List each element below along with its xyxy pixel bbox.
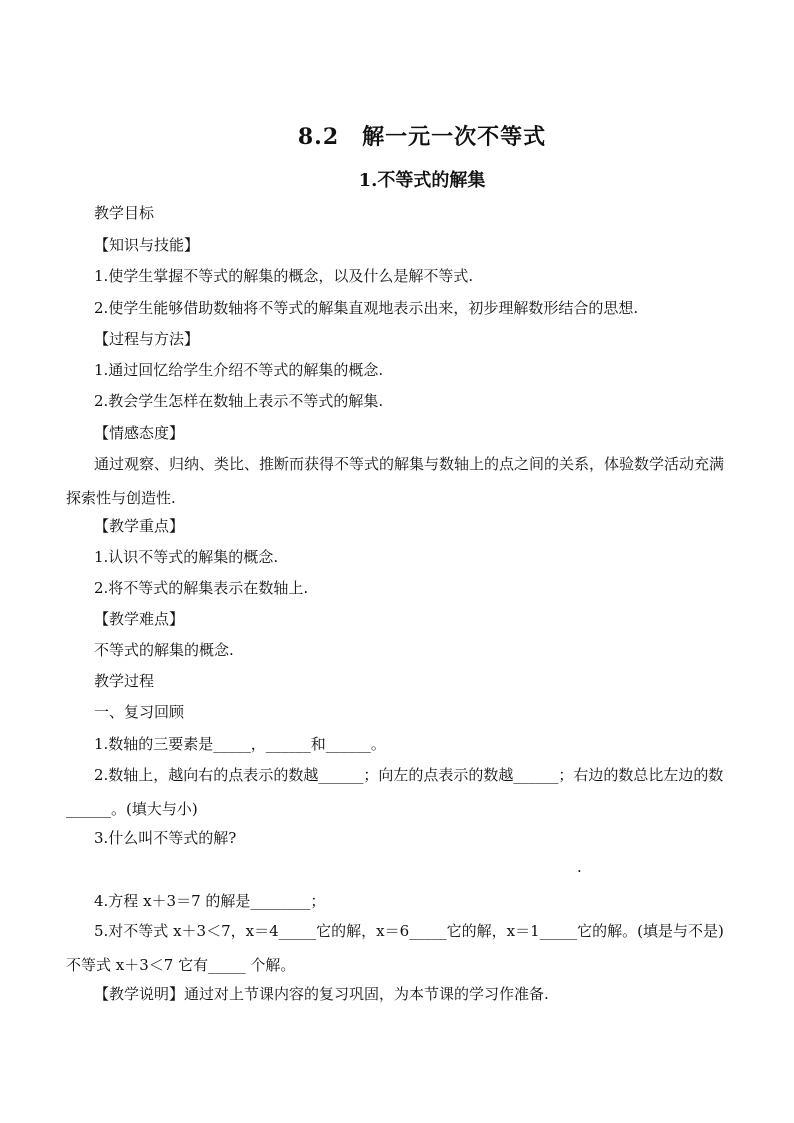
review-question-2: 2.数轴上，越向右的点表示的数越______；向左的点表示的数越______；右边的数总比左边的数______。(填大与小) (66, 766, 724, 818)
lesson-title: 8.2 解一元一次不等式 (297, 124, 547, 150)
teaching-note: 【教学说明】通过对上节课内容的复习巩固，为本节课的学习作准备. (94, 985, 549, 1003)
key-point-2: 2.将不等式的解集表示在数轴上. (94, 579, 309, 597)
method-item-1: 1.通过回忆给学生介绍不等式的解集的概念. (94, 361, 384, 379)
review-question-5: 5.对不等式 x＋3＜7，x＝4_____它的解，x＝6_____它的解，x＝1_____它的解。(填是与不是)不等式 x＋3＜7 它有_____ 个解。 (66, 922, 724, 974)
heading-review: 一、复习回顾 (94, 703, 185, 721)
attitude-paragraph: 通过观察、归纳、类比、推断而获得不等式的解集与数轴上的点之间的关系，体验数学活动充满探索性与创造性. (66, 455, 725, 507)
review-question-3: 3.什么叫不等式的解? (94, 829, 237, 847)
heading-difficulties: 【教学难点】 (94, 610, 185, 628)
heading-key-points: 【教学重点】 (94, 517, 185, 535)
goal-item-2: 2.使学生能够借助数轴将不等式的解集直观地表示出来，初步理解数形结合的思想. (94, 299, 639, 317)
heading-knowledge-skills: 【知识与技能】 (94, 236, 200, 254)
section-teaching-goals: 教学目标 (94, 204, 155, 222)
heading-process-method: 【过程与方法】 (94, 330, 200, 348)
review-question-1: 1.数轴的三要素是_____，______和______。 (94, 735, 386, 753)
section-teaching-process: 教学过程 (94, 672, 155, 690)
key-point-1: 1.认识不等式的解集的概念. (94, 548, 279, 566)
review-question-4: 4.方程 x＋3＝7 的解是________； (94, 892, 326, 910)
method-item-2: 2.教会学生怎样在数轴上表示不等式的解集. (94, 392, 384, 410)
goal-item-1: 1.使学生掌握不等式的解集的概念，以及什么是解不等式. (94, 267, 474, 285)
lesson-subtitle: 1.不等式的解集 (358, 170, 486, 191)
answer-end-dot: . (577, 858, 582, 876)
heading-attitude: 【情感态度】 (94, 424, 185, 442)
difficulty-text: 不等式的解集的概念. (94, 641, 234, 659)
